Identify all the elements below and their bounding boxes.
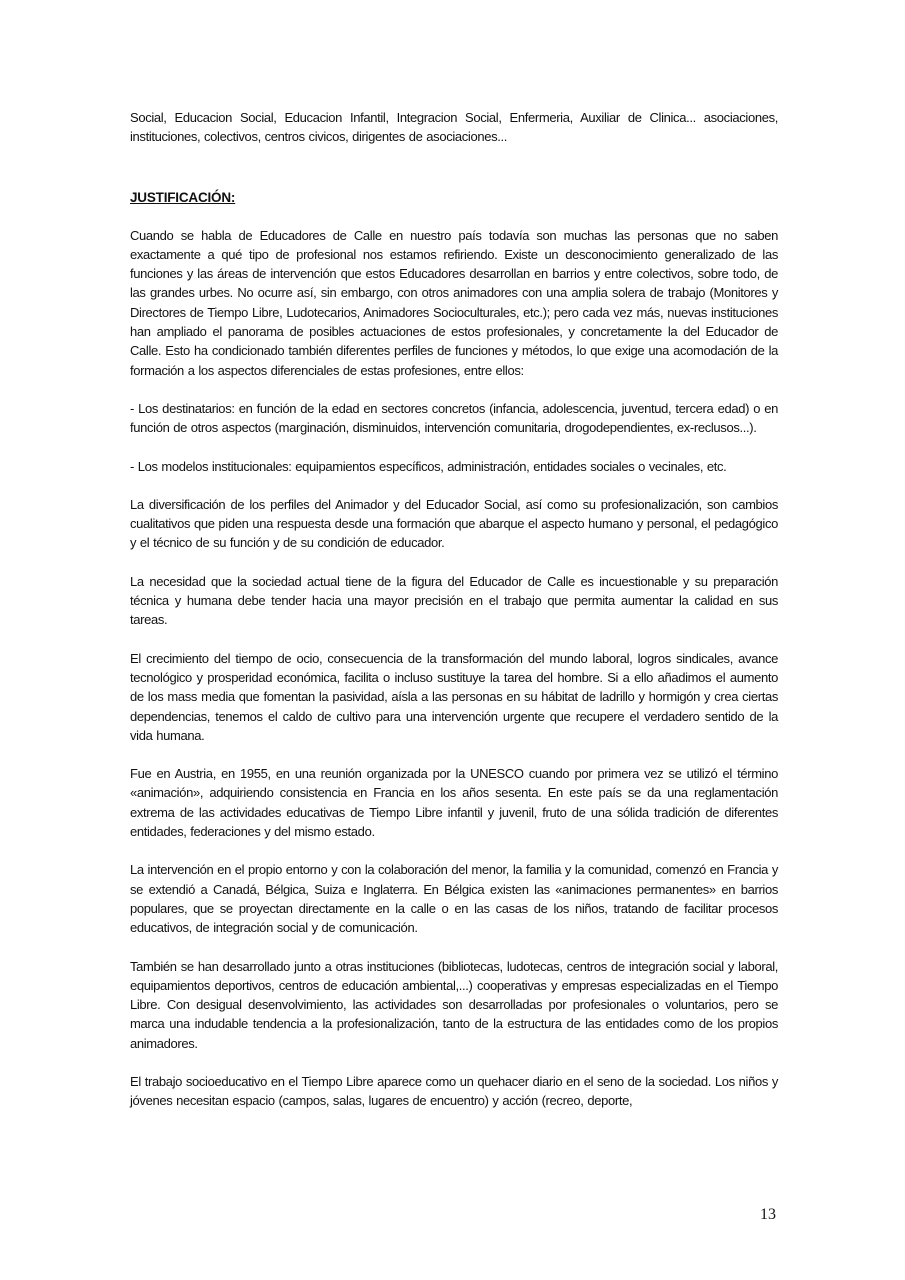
body-paragraph: El crecimiento del tiempo de ocio, consecuencia de la transformación del mundo laboral, logros sindicales, avance tecnológico y prosperidad económica, facilita o incluso sustituye la tarea del hombre. Si a ello añadimos el aumento de los mass media que fomentan la pasividad, aísla a las personas en su hábitat de ladrillo y hormigón y crea ciertas dependencias, tenemos el caldo de cultivo para una intervención urgente que recupere el verdadero sentido de la vida humana. (130, 650, 778, 743)
body-paragraph: El trabajo socioeducativo en el Tiempo Libre aparece como un quehacer diario en el seno de la sociedad. Los niños y jóvenes necesitan espacio (campos, salas, lugares de encuentro) y acción (recreo, deporte, (130, 1073, 778, 1109)
section-heading-justificacion: JUSTIFICACIÓN: (130, 189, 236, 205)
body-paragraph: Cuando se habla de Educadores de Calle en nuestro país todavía son muchas las personas que no saben exactamente a qué tipo de profesional nos estamos refiriendo. Existe un desconocimiento generalizado de las funciones y las áreas de intervención que estos Educadores desarrollan en barrios y entre colectivos, sobre todo, de las grandes urbes. No ocurre así, sin embargo, con otros animadores con una amplia solera de trabajo (Monitores y Directores de Tiempo Libre, Ludotecarios, Animadores Socioculturales, etc.); pero cada vez más, nuevas instituciones han ampliado el panorama de posibles actuaciones de estos profesionales, y concretamente la del Educador de Calle. Esto ha condicionado también diferentes perfiles de funciones y métodos, lo que exige una acomodación de la formación a los aspectos diferenciales de estas profesiones, entre ellos: (130, 227, 778, 378)
body-paragraph: - Los destinatarios: en función de la edad en sectores concretos (infancia, adolescencia, juventud, tercera edad) o en función de otros aspectos (marginación, disminuidos, intervención comunitaria, drogodependientes, ex-reclusos...). (130, 400, 778, 436)
body-paragraph: La diversificación de los perfiles del Animador y del Educador Social, así como su profesionalización, son cambios cualitativos que piden una respuesta desde una formación que abarque el aspecto humano y personal, el pedagógico y el técnico de su función y de su condición de educador. (130, 496, 778, 551)
intro-continuation-paragraph: Social, Educacion Social, Educacion Infantil, Integracion Social, Enfermeria, Auxiliar de Clinica... asociaciones, instituciones, colectivos, centros civicos, dirigentes de asociaciones... (130, 110, 778, 145)
body-paragraph: - Los modelos institucionales: equipamientos específicos, administración, entidades sociales o vecinales, etc. (130, 458, 727, 474)
body-paragraph: La necesidad que la sociedad actual tiene de la figura del Educador de Calle es incuestionable y su preparación técnica y humana debe tender hacia una mayor precisión en el trabajo que permita aumentar la calidad en sus tareas. (130, 573, 778, 628)
page-body (130, 108, 778, 1130)
body-paragraph: La intervención en el propio entorno y con la colaboración del menor, la familia y la comunidad, comenzó en Francia y se extendió a Canadá, Bélgica, Suiza e Inglaterra. En Bélgica existen las «animaciones permanentes» en barrios populares, que se proyectan directamente en la calle o en las casas de los niños, tratando de facilitar procesos educativos, de integración social y de comunicación. (130, 862, 778, 936)
body-paragraph: Fue en Austria, en 1955, en una reunión organizada por la UNESCO cuando por primera vez se utilizó el término «animación», adquiriendo consistencia en Francia en los años sesenta. En este país se da una reglamentación extrema de las actividades educativas de Tiempo Libre infantil y juvenil, fruto de una sólida tradición de diferentes entidades, federaciones y del mismo estado. (130, 766, 778, 840)
body-paragraph: También se han desarrollado junto a otras instituciones (bibliotecas, ludotecas, centros de integración social y laboral, equipamientos deportivos, centros de educación ambiental,...) cooperativas y empresas especializadas en el Tiempo Libre. Con desigual desenvolvimiento, las actividades son desarrolladas por profesionales o voluntarios, pero se marca una indudable tendencia a la profesionalización, tanto de la estructura de las entidades como de los propios animadores. (130, 958, 778, 1051)
page-number: 13 (760, 1206, 776, 1223)
